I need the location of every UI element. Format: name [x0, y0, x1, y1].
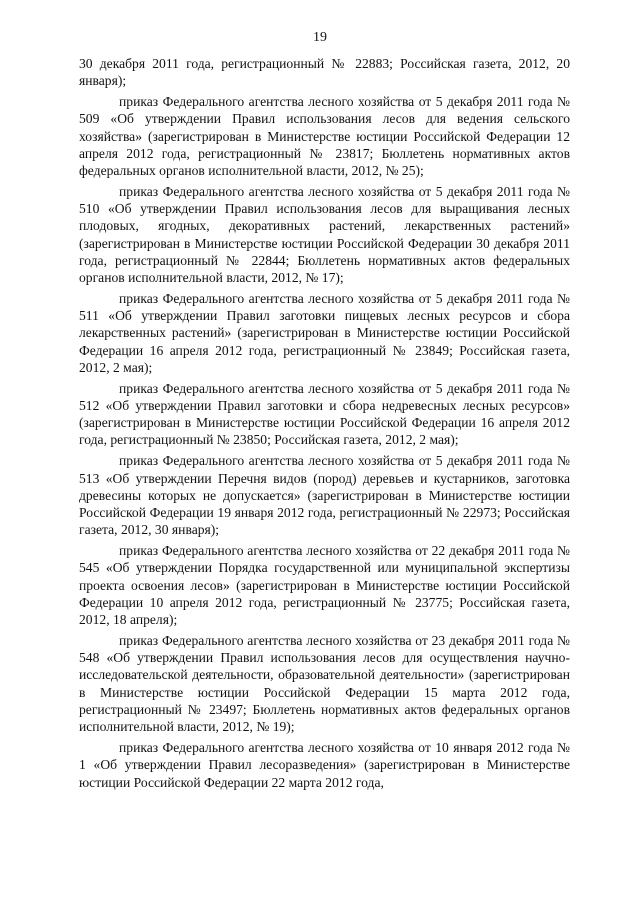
paragraph: приказ Федерального агентства лесного хозяйства от 10 января 2012 года № 1 «Об утверждении Правил лесоразведения» (зарегистрирован в Министерстве юстиции Российской Федерации 22 марта 2012 года, — [79, 740, 570, 790]
paragraph: 30 декабря 2011 года, регистрационный № 22883; Российская газета, 2012, 20 января); — [79, 56, 570, 89]
paragraph: приказ Федерального агентства лесного хозяйства от 5 декабря 2011 года № 513 «Об утверждении Перечня видов (пород) деревьев и кустарников, заготовка древесины которых не допускается» (зарегистрирован в Министерстве юстиции Российской Федерации 19 января 2012 года, регистрационный № 22973; Российская газета, 2012, 30 января); — [79, 453, 570, 538]
paragraph: приказ Федерального агентства лесного хозяйства от 5 декабря 2011 года № 511 «Об утверждении Правил заготовки пищевых лесных ресурсов и сбора лекарственных растений» (зарегистрирован в Министерстве юстиции Российской Федерации 16 апреля 2012 года, регистрационный № 23849; Российская газета, 2012, 2 мая); — [79, 291, 570, 375]
paragraph: приказ Федерального агентства лесного хозяйства от 22 декабря 2011 года № 545 «Об утверждении Порядка государственной или муниципальной экспертизы проекта освоения лесов» (зарегистрирован в Министерстве юстиции Российской Федерации 10 апреля 2012 года, регистрационный № 23775; Российская газета, 2012, 18 апреля); — [79, 543, 570, 628]
document-body — [79, 55, 570, 795]
page-number: 19 — [313, 30, 327, 45]
paragraph: приказ Федерального агентства лесного хозяйства от 5 декабря 2011 года № 512 «Об утверждении Правил заготовки и сбора недревесных лесных ресурсов» (зарегистрирован в Министерстве юстиции Российской Федерации 16 апреля 2012 года, регистрационный № 23850; Российская газета, 2012, 2 мая); — [79, 380, 570, 448]
paragraph: приказ Федерального агентства лесного хозяйства от 5 декабря 2011 года № 509 «Об утверждении Правил использования лесов для ведения сельского хозяйства» (зарегистрирован в Министерстве юстиции Российской Федерации 12 апреля 2012 года, регистрационный № 23817; Бюллетень нормативных актов федеральных органов исполнительной власти, 2012, № 25); — [79, 94, 570, 179]
paragraph: приказ Федерального агентства лесного хозяйства от 23 декабря 2011 года № 548 «Об утверждении Правил использования лесов для осуществления научно-исследовательской деятельности, образовательной деятельности» (зарегистрирован в Министерстве юстиции Российской Федерации 15 марта 2012 года, регистрационный № 23497; Бюллетень нормативных актов федеральных органов исполнительной власти, 2012, № 19); — [79, 633, 570, 735]
paragraph: приказ Федерального агентства лесного хозяйства от 5 декабря 2011 года № 510 «Об утверждении Правил использования лесов для выращивания лесных плодовых, ягодных, декоративных растений, лекарственных растений» (зарегистрирован в Министерстве юстиции Российской Федерации 30 декабря 2011 года, регистрационный № 22844; Бюллетень нормативных актов федеральных органов исполнительной власти, 2012, № 17); — [79, 184, 570, 286]
